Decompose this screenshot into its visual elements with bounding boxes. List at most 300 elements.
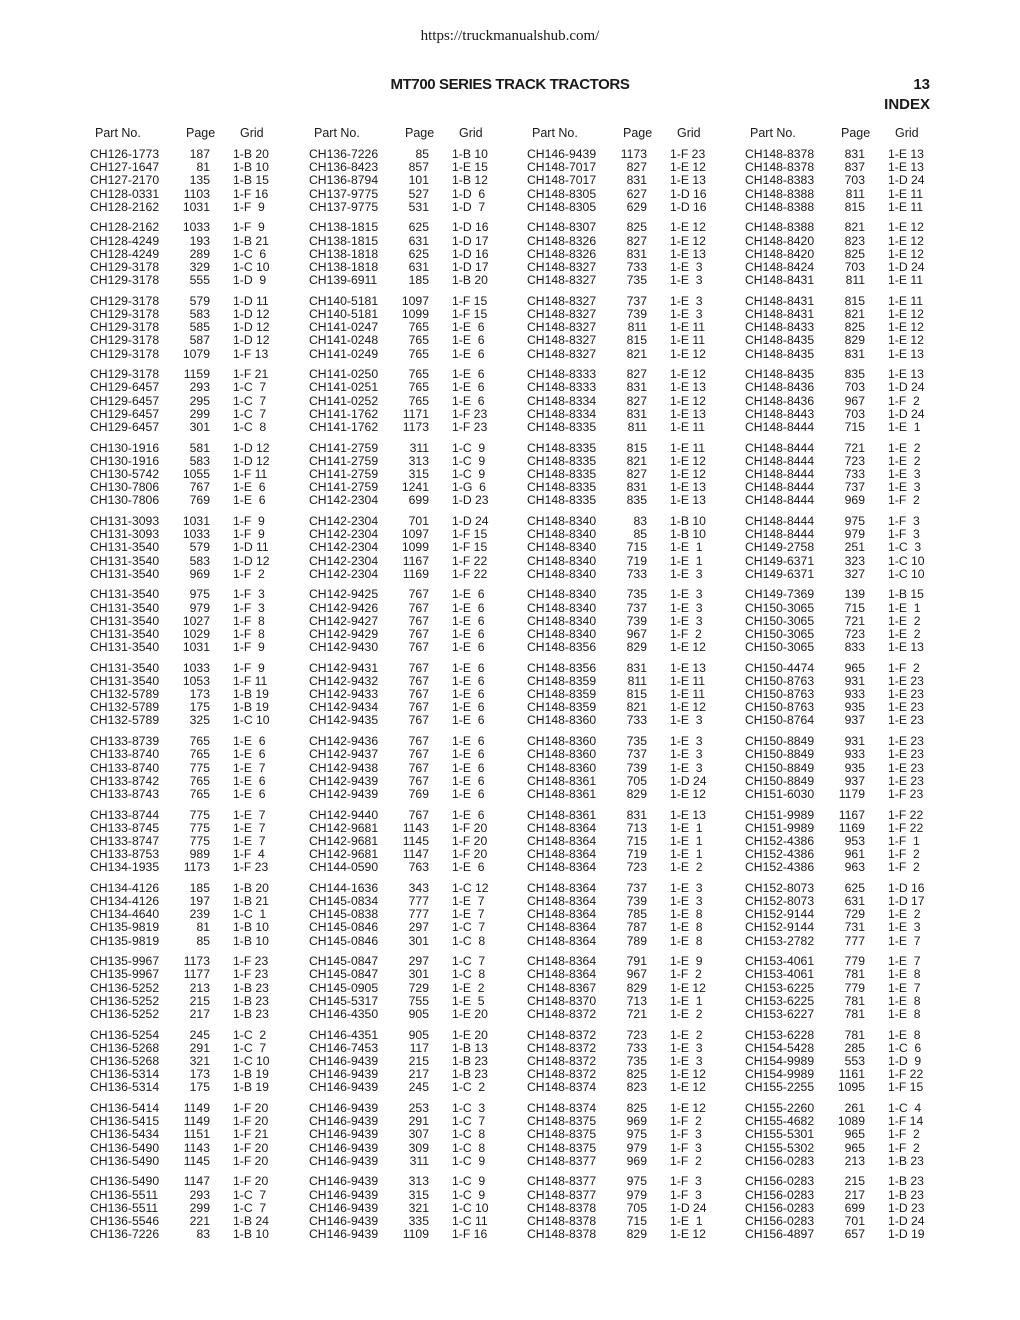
page-ref: 629	[626, 199, 647, 214]
table-row	[527, 348, 727, 361]
part-number: CH148-8335	[527, 493, 597, 508]
part-number: CH141-0251	[309, 380, 379, 395]
page-ref: 587	[189, 333, 210, 348]
part-number: CH130-5742	[90, 466, 160, 481]
grid-ref: 1-E 13	[670, 246, 706, 261]
part-number: CH155-4682	[745, 1114, 815, 1129]
page-ref: 1145	[183, 1153, 210, 1168]
page-ref: 213	[844, 1153, 865, 1168]
table-row	[309, 588, 509, 601]
page-ref: 1097	[401, 527, 429, 542]
row-group	[745, 1029, 945, 1102]
part-number: CH148-8359	[527, 687, 597, 702]
grid-ref: 1-E 3	[670, 1054, 703, 1069]
part-number: CH148-8361	[527, 807, 597, 822]
part-number: CH148-8378	[527, 1214, 597, 1229]
table-row	[527, 714, 727, 727]
grid-ref: 1-E 13	[670, 480, 706, 495]
table-row	[309, 395, 509, 408]
part-number: CH154-5428	[745, 1040, 815, 1055]
table-row	[745, 714, 945, 727]
page-ref: 285	[844, 1040, 865, 1055]
part-number: CH136-5415	[90, 1114, 160, 1129]
table-row	[527, 1128, 727, 1141]
grid-ref: 1-E 6	[452, 613, 485, 628]
grid-ref: 1-C 7	[452, 920, 486, 935]
grid-ref: 1-B 20	[233, 147, 269, 161]
part-number: CH141-2759	[309, 453, 379, 468]
page-ref: 527	[408, 186, 429, 201]
part-number: CH128-4249	[90, 246, 160, 261]
part-number: CH148-8356	[527, 640, 597, 655]
part-number: CH136-7226	[309, 147, 379, 161]
page-ref: 833	[844, 640, 865, 655]
page-ref: 821	[626, 453, 647, 468]
page-ref: 905	[408, 1027, 429, 1042]
part-number: CH148-8305	[527, 186, 597, 201]
grid-ref: 1-C 8	[452, 1127, 486, 1142]
page-ref: 253	[408, 1101, 429, 1116]
table-row	[90, 1155, 290, 1168]
row-group	[745, 588, 945, 661]
page-ref: 775	[189, 833, 210, 848]
page-ref: 937	[844, 713, 865, 728]
index-column	[90, 126, 290, 1249]
grid-ref: 1-D 9	[233, 273, 267, 288]
table-row	[309, 221, 509, 234]
part-number: CH146-9439	[309, 1200, 379, 1215]
table-row	[309, 1155, 509, 1168]
grid-ref: 1-D 24	[670, 1200, 707, 1215]
part-number: CH148-8356	[527, 660, 597, 675]
part-number: CH142-2304	[309, 493, 379, 508]
table-row	[309, 822, 509, 835]
part-number: CH146-9439	[309, 1187, 379, 1202]
page-title: MT700 SERIES TRACK TRACTORS	[390, 76, 630, 93]
table-row	[309, 442, 509, 455]
row-group	[527, 148, 727, 221]
table-row	[309, 935, 509, 948]
page-ref: 1089	[837, 1114, 865, 1129]
grid-ref: 1-E 2	[670, 1027, 703, 1042]
grid-ref: 1-E 23	[888, 673, 924, 688]
table-row	[527, 1189, 727, 1202]
page-ref: 719	[626, 847, 647, 862]
page-ref: 307	[408, 1127, 429, 1142]
table-row	[309, 1142, 509, 1155]
table-row	[90, 982, 290, 995]
grid-ref: 1-B 19	[233, 700, 269, 715]
table-row	[309, 334, 509, 347]
page-ref: 811	[627, 419, 647, 434]
part-number: CH152-9144	[745, 920, 815, 935]
table-row	[309, 662, 509, 675]
grid-ref: 1-E 12	[670, 233, 706, 248]
part-number: CH129-3178	[90, 333, 160, 348]
page-ref: 721	[844, 613, 865, 628]
part-number: CH155-5302	[745, 1140, 815, 1155]
table-row	[309, 555, 509, 568]
page-ref: 1031	[182, 199, 210, 214]
grid-ref: 1-E 12	[670, 466, 706, 481]
grid-ref: 1-E 6	[452, 700, 485, 715]
part-number: CH144-0590	[309, 860, 379, 875]
part-number: CH148-8340	[527, 600, 597, 615]
row-group	[745, 1102, 945, 1175]
grid-ref: 1-F 15	[888, 1080, 924, 1095]
part-number: CH127-2170	[90, 173, 160, 188]
row-group	[309, 1102, 509, 1175]
grid-ref: 1-D 17	[452, 259, 489, 274]
page-ref: 967	[626, 626, 647, 641]
row-group	[309, 221, 509, 294]
page-ref: 335	[408, 1214, 429, 1229]
part-number: CH148-8372	[527, 1027, 597, 1042]
part-number: CH148-8327	[527, 293, 597, 308]
table-row	[745, 295, 945, 308]
part-number: CH142-9435	[309, 713, 379, 728]
row-group	[309, 295, 509, 368]
page-ref: 765	[408, 320, 429, 335]
grid-ref: 1-C 9	[452, 453, 486, 468]
page-ref: 827	[626, 367, 647, 382]
grid-ref: 1-E 12	[670, 160, 706, 175]
part-number: CH130-1916	[90, 440, 160, 455]
part-number: CH148-8377	[527, 1153, 597, 1168]
part-number: CH151-9989	[745, 820, 815, 835]
row-group	[527, 735, 727, 808]
part-number: CH148-8335	[527, 453, 597, 468]
row-group	[309, 662, 509, 735]
table-row	[527, 935, 727, 948]
part-number: CH142-2304	[309, 566, 379, 581]
part-number: CH148-8364	[527, 847, 597, 862]
grid-ref: 1-B 13	[452, 1040, 488, 1055]
grid-ref: 1-E 7	[888, 933, 921, 948]
part-number: CH148-8327	[527, 333, 597, 348]
grid-ref: 1-C 9	[452, 1153, 486, 1168]
index-column	[745, 126, 945, 1249]
grid-ref: 1-D 11	[233, 293, 269, 308]
page-ref: 767	[408, 673, 429, 688]
grid-ref: 1-F 4	[233, 847, 265, 862]
grid-ref: 1-D 23	[452, 493, 489, 508]
part-number: CH133-8742	[90, 773, 160, 788]
page-ref: 815	[626, 333, 647, 348]
part-number: CH148-8444	[745, 513, 815, 528]
grid-ref: 1-F 20	[452, 833, 488, 848]
grid-ref: 1-B 19	[233, 1067, 269, 1082]
part-number: CH148-8378	[745, 147, 815, 161]
page-ref: 723	[844, 626, 865, 641]
grid-ref: 1-B 23	[452, 1067, 488, 1082]
page-ref: 1053	[182, 673, 210, 688]
page-ref: 979	[626, 1187, 647, 1202]
grid-ref: 1-E 8	[670, 907, 703, 922]
table-row	[90, 809, 290, 822]
table-row	[745, 334, 945, 347]
part-number: CH141-0249	[309, 346, 379, 361]
part-number: CH144-1636	[309, 880, 379, 895]
page-ref: 83	[633, 513, 647, 528]
page-ref: 585	[189, 320, 210, 335]
page-ref: 735	[626, 734, 647, 749]
page-ref: 963	[844, 860, 865, 875]
part-number: CH141-2759	[309, 466, 379, 481]
table-row	[309, 921, 509, 934]
grid-ref: 1-E 6	[452, 380, 485, 395]
page-ref: 933	[844, 687, 865, 702]
part-number: CH153-2782	[745, 933, 815, 948]
grid-ref: 1-F 2	[670, 967, 702, 982]
page-ref: 975	[626, 1127, 647, 1142]
grid-ref: 1-E 8	[888, 1027, 921, 1042]
grid-ref: 1-F 8	[233, 626, 265, 641]
page-ref: 789	[626, 933, 647, 948]
table-row	[90, 1081, 290, 1094]
grid-ref: 1-C 8	[452, 967, 486, 982]
page-ref: 579	[189, 540, 210, 555]
page-ref: 769	[189, 493, 210, 508]
table-row	[309, 748, 509, 761]
grid-ref: 1-E 6	[452, 760, 485, 775]
grid-ref: 1-E 6	[452, 773, 485, 788]
part-number: CH133-8740	[90, 760, 160, 775]
grid-ref: 1-C 3	[888, 540, 922, 555]
page-ref: 811	[627, 673, 647, 688]
part-number: CH128-0331	[90, 186, 160, 201]
grid-ref: 1-E 8	[888, 993, 921, 1008]
part-number: CH156-4897	[745, 1227, 815, 1242]
grid-ref: 1-E 1	[888, 600, 921, 615]
part-number: CH148-8378	[745, 160, 815, 175]
table-row	[309, 641, 509, 654]
page-ref: 825	[626, 1101, 647, 1116]
part-number: CH150-3065	[745, 640, 815, 655]
page-ref: 935	[844, 760, 865, 775]
grid-ref: 1-D 9	[888, 1054, 922, 1069]
page-ref: 1159	[183, 367, 210, 382]
grid-ref: 1-B 10	[233, 1227, 269, 1242]
row-group	[745, 515, 945, 588]
part-number: CH150-8849	[745, 760, 815, 775]
page-ref: 781	[844, 1027, 865, 1042]
header-part-no: Part No.	[532, 126, 578, 140]
row-group	[745, 442, 945, 515]
page-ref: 765	[408, 380, 429, 395]
table-row	[527, 1081, 727, 1094]
part-number: CH130-1916	[90, 453, 160, 468]
table-row	[309, 861, 509, 874]
table-row	[309, 1228, 509, 1241]
grid-ref: 1-E 6	[452, 660, 485, 675]
part-number: CH142-9681	[309, 833, 379, 848]
part-number: CH148-8364	[527, 833, 597, 848]
part-number: CH146-4350	[309, 1007, 379, 1022]
table-row	[90, 1189, 290, 1202]
page-ref: 311	[409, 1153, 429, 1168]
grid-ref: 1-C 9	[452, 1174, 486, 1189]
table-row	[527, 788, 727, 801]
table-row	[90, 714, 290, 727]
page-ref: 827	[626, 466, 647, 481]
table-row	[527, 1175, 727, 1188]
source-url: https://truckmanualshub.com/	[420, 28, 600, 44]
part-number: CH126-1773	[90, 147, 160, 161]
page-ref: 767	[408, 600, 429, 615]
table-row	[90, 334, 290, 347]
table-row	[527, 775, 727, 788]
table-row	[745, 395, 945, 408]
grid-ref: 1-F 21	[233, 1127, 269, 1142]
page-ref: 135	[189, 173, 210, 188]
grid-ref: 1-F 22	[888, 820, 924, 835]
page-ref: 1033	[182, 660, 210, 675]
table-row	[745, 968, 945, 981]
page-ref: 835	[626, 493, 647, 508]
page-ref: 315	[408, 466, 429, 481]
table-row	[745, 421, 945, 434]
header-grid: Grid	[459, 126, 483, 140]
page-ref: 737	[626, 293, 647, 308]
column-header	[745, 126, 945, 148]
row-group	[745, 809, 945, 882]
page-ref: 979	[189, 600, 210, 615]
grid-ref: 1-F 3	[233, 587, 265, 602]
page-ref: 173	[189, 687, 210, 702]
grid-ref: 1-E 6	[452, 640, 485, 655]
grid-ref: 1-E 7	[233, 820, 266, 835]
grid-ref: 1-E 13	[670, 807, 706, 822]
part-number: CH142-9438	[309, 760, 379, 775]
table-row	[90, 494, 290, 507]
grid-ref: 1-D 24	[888, 173, 925, 188]
page-ref: 825	[626, 220, 647, 235]
grid-ref: 1-E 6	[452, 626, 485, 641]
page-ref: 965	[844, 1140, 865, 1155]
grid-ref: 1-E 3	[670, 713, 703, 728]
page-ref: 787	[626, 920, 647, 935]
table-row	[309, 775, 509, 788]
table-row	[90, 641, 290, 654]
grid-ref: 1-F 20	[233, 1153, 269, 1168]
grid-ref: 1-B 10	[670, 513, 706, 528]
grid-ref: 1-E 7	[233, 807, 266, 822]
grid-ref: 1-E 7	[452, 907, 485, 922]
part-number: CH148-8327	[527, 320, 597, 335]
page-ref: 583	[189, 453, 210, 468]
grid-ref: 1-E 23	[888, 747, 924, 762]
grid-ref: 1-B 10	[452, 147, 488, 161]
table-row	[309, 494, 509, 507]
grid-ref: 1-E 6	[452, 320, 485, 335]
table-row	[309, 602, 509, 615]
table-row	[309, 188, 509, 201]
page-ref: 765	[408, 333, 429, 348]
grid-ref: 1-E 6	[452, 860, 485, 875]
part-number: CH145-0838	[309, 907, 379, 922]
table-row	[90, 748, 290, 761]
part-number: CH142-9432	[309, 673, 379, 688]
part-number: CH145-0905	[309, 980, 379, 995]
grid-ref: 1-E 11	[670, 333, 706, 348]
page-ref: 815	[844, 293, 865, 308]
page-ref: 1079	[182, 346, 210, 361]
grid-ref: 1-E 7	[452, 894, 485, 909]
grid-ref: 1-F 23	[670, 147, 706, 161]
grid-ref: 1-E 3	[888, 466, 921, 481]
part-number: CH140-5181	[309, 306, 379, 321]
table-row	[309, 455, 509, 468]
table-row	[527, 641, 727, 654]
table-row	[527, 822, 727, 835]
grid-ref: 1-B 21	[233, 894, 269, 909]
page-ref: 733	[626, 566, 647, 581]
part-number: CH142-9681	[309, 820, 379, 835]
grid-ref: 1-E 20	[452, 1007, 488, 1022]
grid-ref: 1-E 11	[670, 419, 706, 434]
page-ref: 731	[844, 920, 865, 935]
grid-ref: 1-E 7	[888, 980, 921, 995]
grid-ref: 1-E 23	[888, 700, 924, 715]
grid-ref: 1-E 12	[670, 367, 706, 382]
page-ref: 767	[189, 480, 210, 495]
table-row	[745, 788, 945, 801]
page-ref: 931	[844, 673, 865, 688]
grid-ref: 1-E 12	[888, 333, 924, 348]
grid-ref: 1-C 7	[233, 393, 267, 408]
page-ref: 81	[196, 160, 210, 175]
part-number: CH153-6225	[745, 980, 815, 995]
page-ref: 1149	[183, 1114, 210, 1129]
table-row	[527, 1008, 727, 1021]
page-ref: 583	[189, 553, 210, 568]
part-number: CH136-5511	[90, 1187, 159, 1202]
grid-ref: 1-E 20	[452, 1027, 488, 1042]
page-ref: 715	[844, 600, 865, 615]
part-number: CH136-5490	[90, 1174, 160, 1189]
page-ref: 85	[633, 527, 647, 542]
part-number: CH129-6457	[90, 406, 160, 421]
part-number: CH134-4126	[90, 880, 160, 895]
grid-ref: 1-E 3	[670, 306, 703, 321]
page-ref: 215	[189, 993, 210, 1008]
table-row	[309, 1029, 509, 1042]
part-number: CH131-3540	[90, 673, 160, 688]
table-row	[90, 381, 290, 394]
part-number: CH142-2304	[309, 513, 379, 528]
grid-ref: 1-E 6	[452, 786, 485, 801]
table-row	[527, 174, 727, 187]
part-number: CH148-8374	[527, 1101, 597, 1116]
page-ref: 701	[844, 1214, 865, 1229]
part-number: CH148-8334	[527, 406, 597, 421]
part-number: CH141-2759	[309, 440, 379, 455]
grid-ref: 1-E 12	[670, 346, 706, 361]
table-row	[745, 541, 945, 554]
page-ref: 217	[189, 1007, 210, 1022]
grid-ref: 1-E 6	[233, 786, 266, 801]
header-grid: Grid	[677, 126, 701, 140]
grid-ref: 1-F 15	[452, 293, 488, 308]
table-row	[527, 421, 727, 434]
part-number: CH150-3065	[745, 626, 815, 641]
part-number: CH148-8340	[527, 566, 597, 581]
grid-ref: 1-E 8	[670, 920, 703, 935]
table-row	[745, 188, 945, 201]
grid-ref: 1-C 9	[452, 466, 486, 481]
table-row	[745, 174, 945, 187]
